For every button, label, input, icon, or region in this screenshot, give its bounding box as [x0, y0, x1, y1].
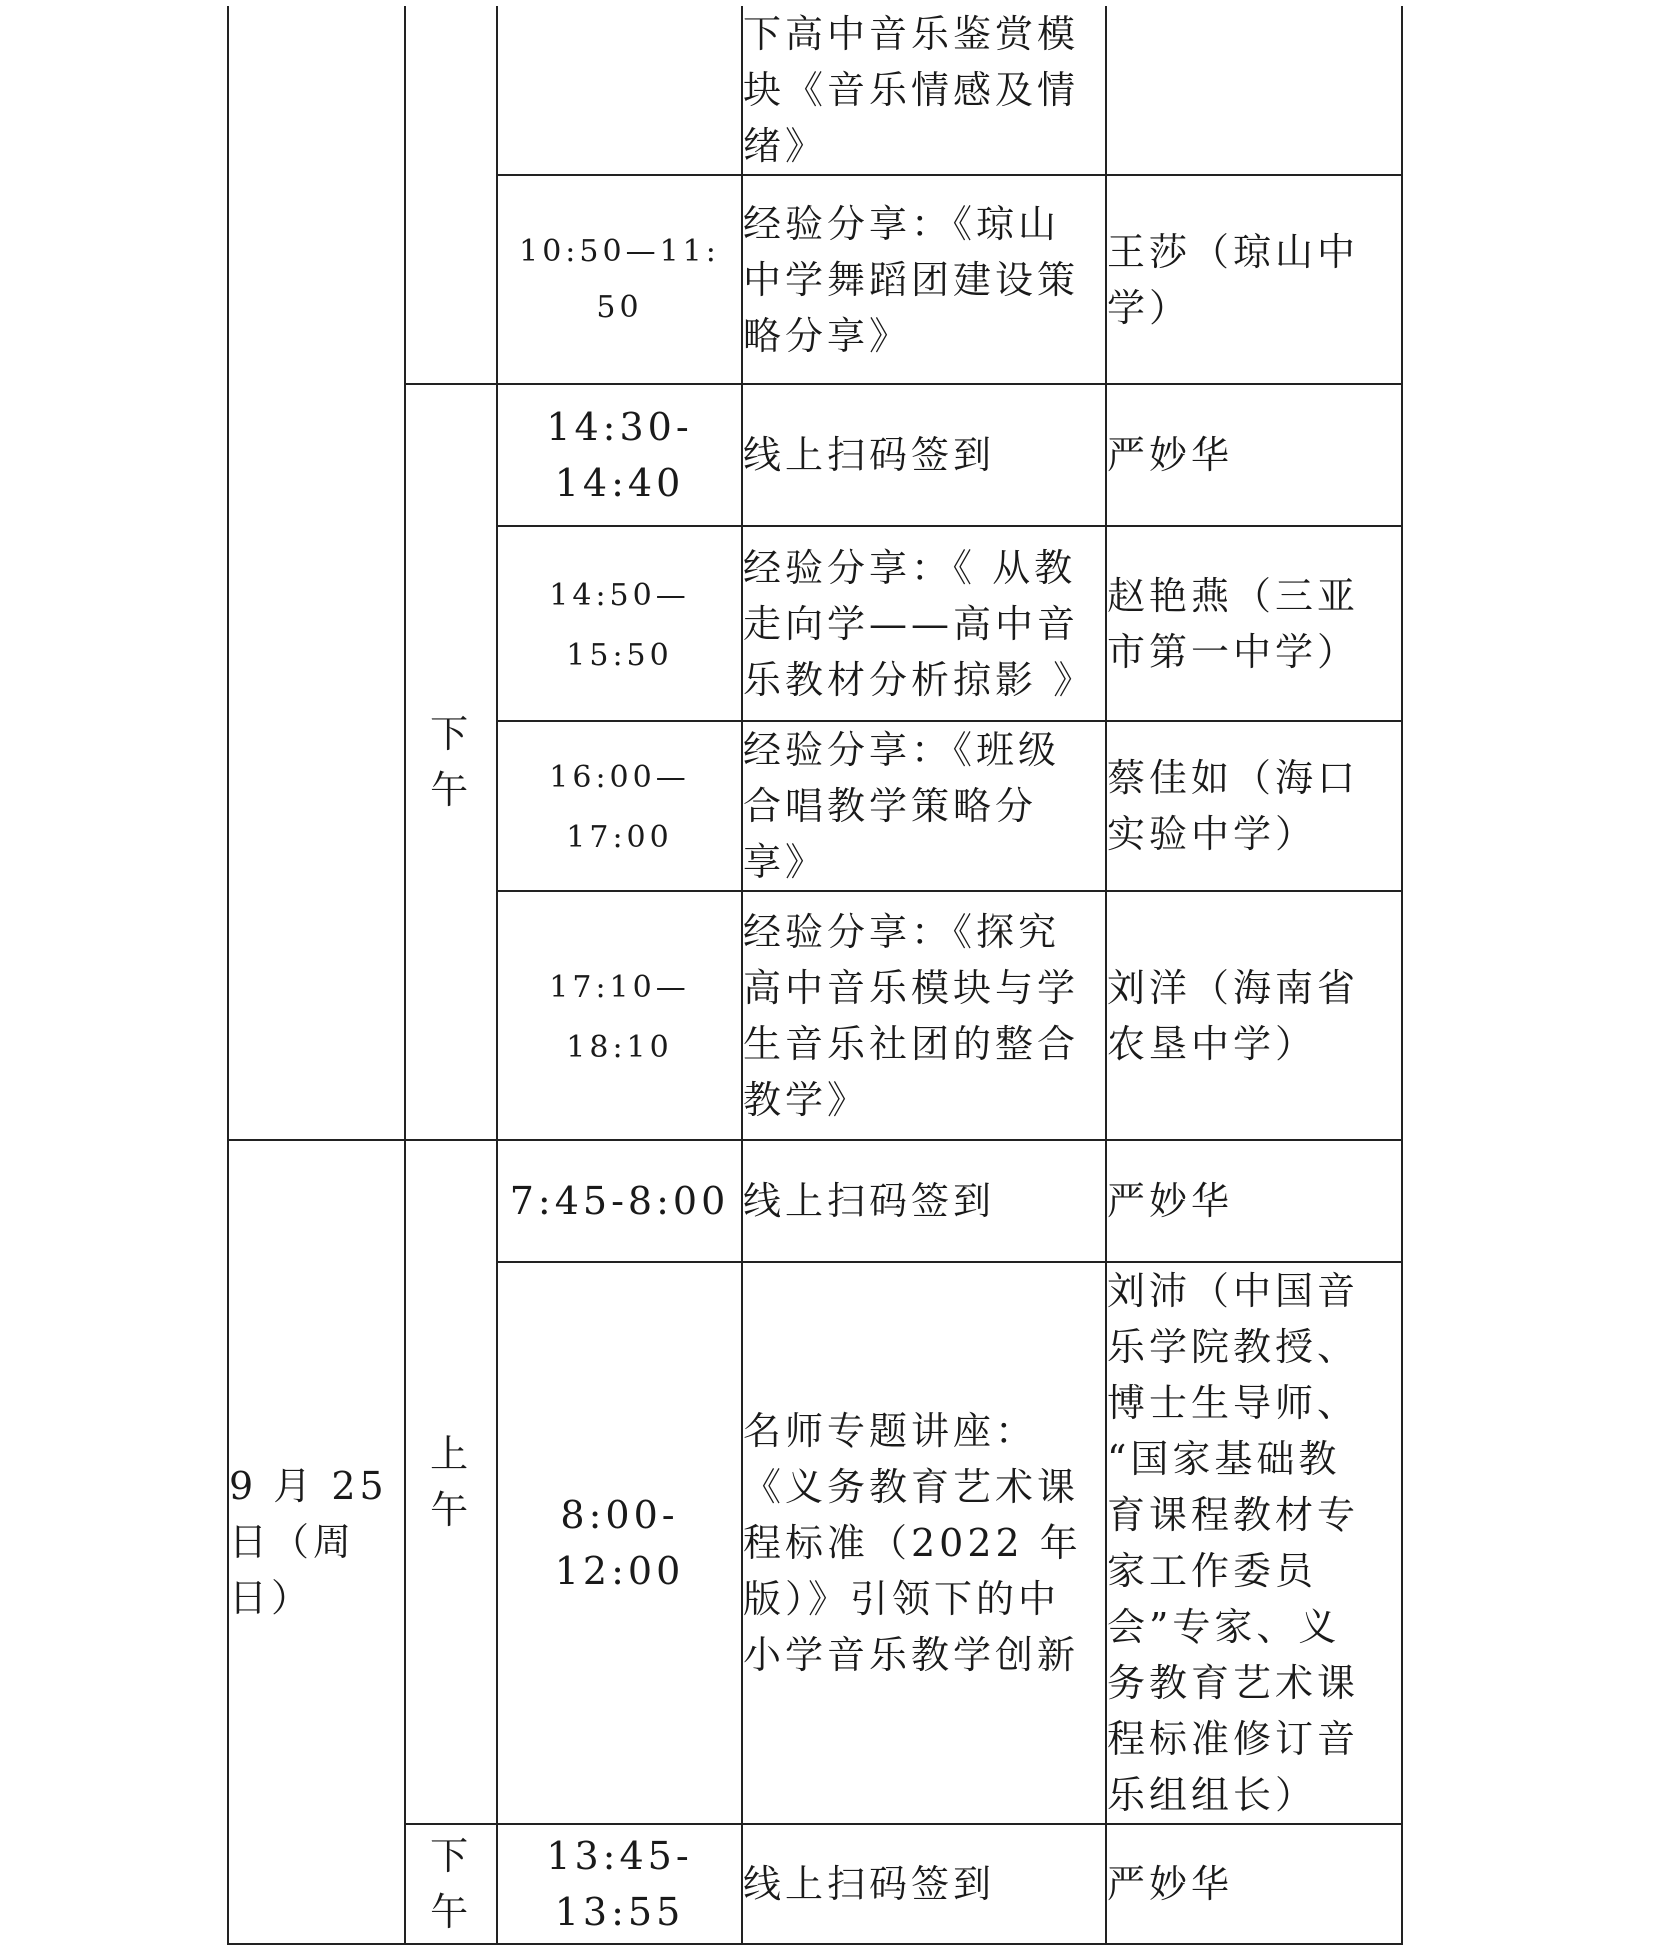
- topic-text: 线上扫码签到: [743, 1862, 996, 1906]
- topic-cell: [742, 175, 1106, 384]
- speaker-cell: [1106, 175, 1402, 384]
- time-cell: [497, 384, 742, 526]
- speaker-cell: [1106, 526, 1402, 721]
- half-day-label: 下午: [430, 712, 473, 812]
- speaker-text: 刘沛（中国音 乐学院教授、 博士生导师、 “国家基础教 育课程教材专 家工作委员 会”专家、义 务教育艺术课 程标准修订音 乐组组长）: [1107, 1269, 1360, 1817]
- topic-text: 线上扫码签到: [743, 433, 996, 477]
- half-day-cell-afternoon: [405, 384, 497, 1140]
- half-day-cell-morning: [405, 1140, 497, 1824]
- topic-cell: [742, 1140, 1106, 1262]
- date-cell: [228, 1140, 405, 1944]
- speaker-text: 严妙华: [1107, 1179, 1234, 1223]
- topic-cell: [742, 384, 1106, 526]
- half-day-label: 下午: [430, 1834, 473, 1934]
- speaker-cell: [1106, 384, 1402, 526]
- time-text: 17:10—18:10: [549, 969, 690, 1065]
- date-cell-continued: [228, 6, 405, 1140]
- time-text: 16:00—17:00: [549, 760, 690, 855]
- topic-text: 经验分享：《琼山 中学舞蹈团建设策 略分享》: [743, 201, 1080, 358]
- time-cell: [497, 721, 742, 891]
- date-text: 9 月 25 日（周 日）: [229, 1464, 388, 1620]
- speaker-cell: [1106, 6, 1402, 175]
- half-day-label: 上午: [430, 1432, 473, 1532]
- time-text: 14:50—15:50: [549, 577, 690, 673]
- speaker-cell: [1106, 1824, 1402, 1944]
- time-cell-continued: [497, 6, 742, 175]
- time-cell: [497, 1262, 742, 1824]
- topic-cell: [742, 1824, 1106, 1944]
- table-row: [228, 384, 1402, 526]
- speaker-cell: [1106, 1262, 1402, 1824]
- topic-cell: [742, 721, 1106, 891]
- table-row: [228, 1140, 1402, 1262]
- topic-cell: [742, 1262, 1106, 1824]
- time-text: 13:45-13:55: [546, 1834, 693, 1934]
- speaker-text: 赵艳燕（三亚 市第一中学）: [1107, 573, 1360, 674]
- topic-cell: [742, 891, 1106, 1140]
- time-cell: [497, 1140, 742, 1262]
- time-cell: [497, 1824, 742, 1944]
- time-text: 10:50—11: 50: [519, 233, 720, 325]
- speaker-cell: [1106, 1140, 1402, 1262]
- half-day-cell-afternoon: [405, 1824, 497, 1944]
- speaker-text: 蔡佳如（海口 实验中学）: [1107, 756, 1360, 856]
- table-row: [228, 6, 1402, 175]
- table-row: [228, 1824, 1402, 1944]
- topic-text: 经验分享：《探究 高中音乐模块与学 生音乐社团的整合 教学》: [743, 909, 1080, 1122]
- topic-text: 下高中音乐鉴赏模 块《音乐情感及情 绪》: [743, 12, 1080, 168]
- schedule-table: [227, 6, 1403, 1945]
- time-text: 14:30-14:40: [546, 405, 693, 505]
- time-cell: [497, 526, 742, 721]
- speaker-cell: [1106, 891, 1402, 1140]
- speaker-text: 刘洋（海南省 农垦中学）: [1107, 965, 1360, 1066]
- speaker-text: 王莎（琼山中 学）: [1107, 229, 1360, 330]
- topic-cell: [742, 526, 1106, 721]
- time-text: 7:45-8:00: [509, 1179, 730, 1223]
- topic-text: 经验分享：《班级 合唱教学策略分 享》: [743, 728, 1061, 884]
- time-cell: [497, 891, 742, 1140]
- time-text: 8:00-12:00: [554, 1493, 685, 1593]
- speaker-cell: [1106, 721, 1402, 891]
- speaker-text: 严妙华: [1107, 1862, 1234, 1906]
- topic-text: 经验分享：《 从教 走向学——高中音 乐教材分析掠影 》: [743, 545, 1096, 702]
- speaker-text: 严妙华: [1107, 433, 1234, 477]
- half-day-cell-continued: [405, 6, 497, 384]
- time-cell: [497, 175, 742, 384]
- topic-text: 名师专题讲座： 《义务教育艺术课 程标准（2022 年 版）》引领下的中 小学音乐教学创新: [743, 1409, 1082, 1677]
- topic-text: 线上扫码签到: [743, 1179, 996, 1223]
- topic-cell: [742, 6, 1106, 175]
